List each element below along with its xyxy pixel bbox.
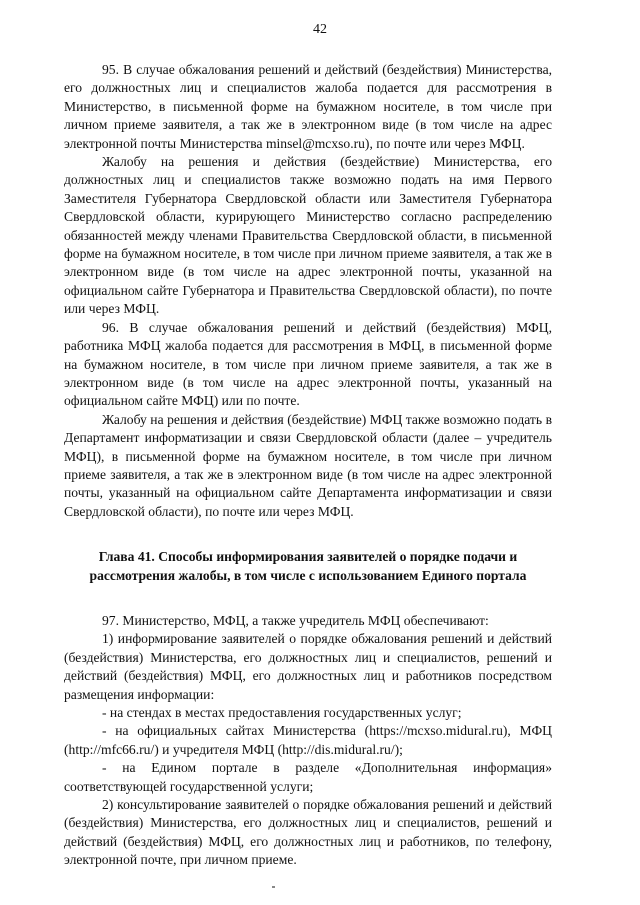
paragraph-95-complaint-governor: Жалобу на решения и действия (бездействие) Министерства, его должностных лиц и специалистов также возможно подать на имя Первого Заместителя Губернатора Свердловской области или Заместителя Губернатора Свердловской области, курирующего Министерство согласно распределению обязанностей между членами Правительства Свердловской области, в письменной форме на бумажном носителе, в том числе при личном приеме заявителя, а так же в электронном виде (в том числе на адрес электронной почты, указанной на официальном сайте Губернатора и Правительства Свердловской области), по почте или через МФЦ. <box>64 154 552 317</box>
paragraph-97-item-1-websites: - на официальных сайтах Министерства (https://mcxso.midural.ru), МФЦ (http://mfc66.ru/) и учредителя МФЦ (http://dis.midural.ru/); <box>64 723 552 757</box>
paragraph-97: 97. Министерство, МФЦ, а также учредитель МФЦ обеспечивают: <box>102 612 489 628</box>
paragraph-97-item-1-stands: - на стендах в местах предоставления государственных услуг; <box>102 705 462 720</box>
paragraph-95: 95. В случае обжалования решений и действий (бездействия) Министерства, его должностных лиц и специалистов жалоба подается для рассмотрения в Министерство, в письменной форме на бумажном носителе, в том числе при личном приеме заявителя, а так же в электронном виде (в том числе на адрес электронной почты Министерства minsel@mcxso.ru), по почте или через МФЦ. <box>64 62 552 151</box>
page-number: 42 <box>313 22 327 37</box>
paragraph-96-complaint-department: Жалобу на решения и действия (бездействие) МФЦ также возможно подать в Департамент информатизации и связи Свердловской области (далее – учредитель МФЦ), в письменной форме на бумажном носителе, в том числе при личном приеме заявителя, а так же в электронном виде (в том числе на адрес электронной почты, указанный на официальном сайте Департамента информатизации и связи Свердловской области), по почте или через МФЦ. <box>64 411 552 519</box>
chapter-heading: Глава 41. Способы информирования заявителей о порядке подачи и рассмотрения жалобы, в том числе с использованием Единого портала <box>89 549 527 583</box>
paragraph-97-item-1: 1) информирование заявителей о порядке обжалования решений и действий (бездействия) Министерства, его должностных лиц и специалистов, решений и действий (бездействия) МФЦ, его должностных лиц и работников посредством размещения информации: <box>64 631 552 702</box>
paragraph-97-item-1-portal: - на Едином портале в разделе «Дополнительная информация» соответствующей государственной услуги; <box>64 760 552 794</box>
scan-mark <box>272 886 275 888</box>
page-content <box>64 61 552 870</box>
paragraph-97-item-2: 2) консультирование заявителей о порядке обжалования решений и действий (бездействия) Министерства, его должностных лиц и специалистов, решений и действий (бездействия) МФЦ, его должностных лиц и работников, по телефону, электронной почте, при личном приеме. <box>64 797 552 868</box>
paragraph-96: 96. В случае обжалования решений и действий (бездействия) МФЦ, работника МФЦ жалоба подается для рассмотрения в МФЦ, в письменной форме на бумажном носителе, в том числе при личном приеме заявителя, а так же в электронном виде (в том числе на адрес электронной почты, указанный на официальном сайте МФЦ) или по почте. <box>64 319 552 409</box>
